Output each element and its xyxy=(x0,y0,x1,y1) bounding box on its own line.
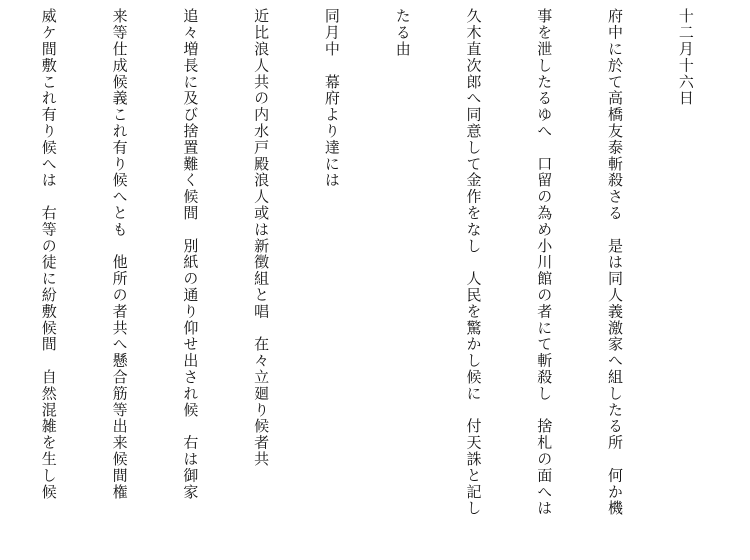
text-column: 事を泄したるゆへ 口留の為め小川館の者にて斬殺し 捨札の面へは xyxy=(535,8,554,517)
text-column: 府中に於て高橋友泰斬殺さる 是は同人義激家へ組したる所 何か機 xyxy=(606,8,625,517)
text-column: 追々増長に及び捨置難く候間 別紙の通り仰せ出され候 右は御家 xyxy=(181,8,200,500)
text-column: 威ケ間敷これ有り候へは 右等の徒に紛敷候間 自然混雑を生し候 xyxy=(39,8,58,500)
text-column: 近比浪人共の内水戸殿浪人或は新徴組と唱 在々立廻り候者共 xyxy=(252,8,271,468)
text-column: 同月中 幕府より達には xyxy=(322,8,341,189)
text-column: 十二月十六日 xyxy=(676,8,695,107)
text-column: 来等仕成候義これ有り候へとも 他所の者共へ懸合筋等出来候間権 xyxy=(110,8,129,500)
vertical-text-body xyxy=(0,8,744,553)
text-column: 久木直次郎へ同意して金作をなし 人民を驚かし候に 付天誅と記し xyxy=(464,8,483,517)
text-column: たる由 xyxy=(393,8,412,58)
